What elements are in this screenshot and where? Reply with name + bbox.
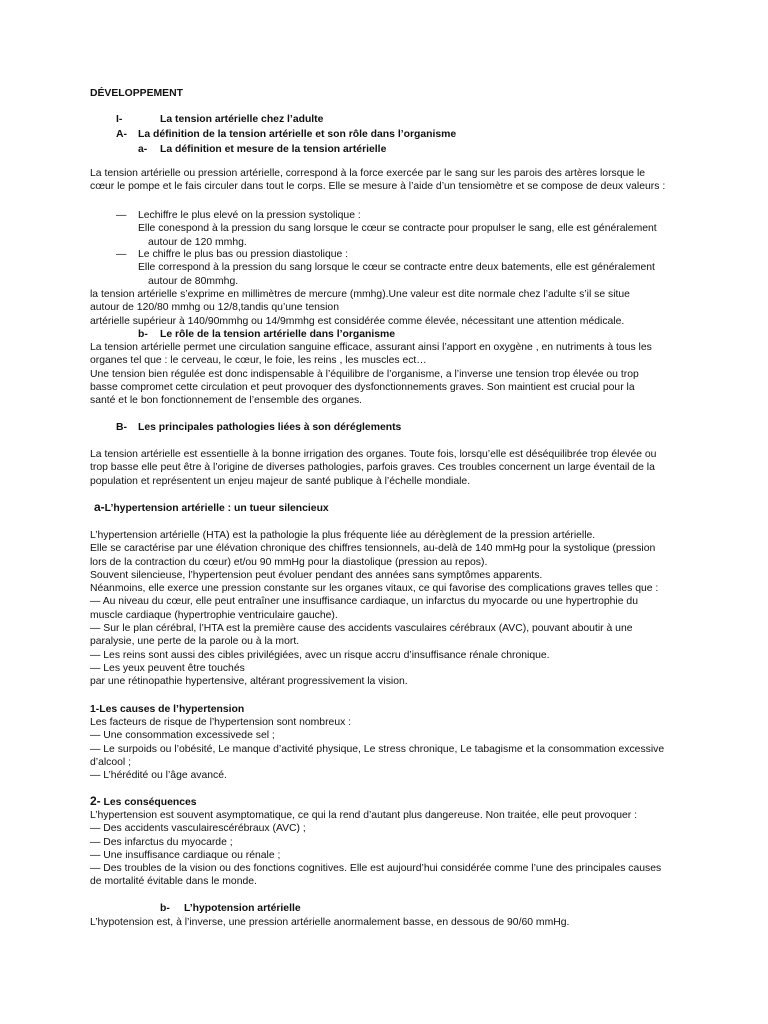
heading-number: 2-	[90, 794, 101, 808]
text-line: — Des accidents vasculairescérébraux (AVC) ;	[90, 823, 306, 835]
subsubsection-number: b-	[138, 329, 148, 340]
text-line: — Une consommation excessivede sel ;	[90, 730, 275, 742]
section-title: La tension artérielle chez l’adulte	[160, 114, 324, 125]
document-title: DÉVELOPPEMENT	[90, 88, 183, 99]
hypotension-paragraph	[90, 916, 690, 929]
text-line: de mortalité évitable dans le monde.	[90, 876, 257, 888]
units-paragraph	[90, 288, 690, 328]
text-line: — Au niveau du cœur, elle peut entraîner une insuffisance cardiaque, un infarctus du myocarde ou une hypertrophie du	[90, 596, 638, 608]
subsubsection-number: b-	[160, 903, 170, 914]
text-line: La tension artérielle est essentielle à la bonne irrigation des organes. Toute fois, lorsqu’elle est déséquilibrée trop élevée ou	[90, 449, 657, 460]
text-line: trop basse elle peut être à l’origine de diverses pathologies, parfois graves. Ces troubles concernent un large éventail de la	[90, 462, 655, 474]
section-number: I-	[116, 114, 123, 125]
subsection-title: La définition de la tension artérielle et son rôle dans l’organisme	[138, 129, 457, 140]
text-line: — Les reins sont aussi des cibles privilégiées, avec un risque accru d’insuffisance rénale chronique.	[90, 649, 550, 661]
text-line: L’hypotension est, à l’inverse, une pression artérielle anormalement basse, en dessous de 90/60 mmHg.	[90, 917, 570, 928]
text-line: Souvent silencieuse, l’hypertension peut évoluer pendant des années sans symptômes apparents.	[90, 569, 543, 581]
subsubsection-title: L’hypotension artérielle	[184, 903, 301, 914]
text-line: lors de la contraction du cœur) et/ou 90 mmHg pour la diastolique (pression au repos).	[90, 556, 488, 568]
bullet-head: Lechiffre le plus elevé on la pression systolique :	[138, 210, 361, 221]
subsubsection-number: a-	[138, 144, 148, 155]
text-line: Une tension bien régulée est donc indispensable à l’équilibre de l’organisme, a l’inverse une tension trop élevée ou trop	[90, 368, 639, 380]
text-line: autour de 120/80 mmhg ou 12/8,tandis qu’une tension	[90, 302, 339, 314]
text-line: — Une insuffisance cardiaque ou rénale ;	[90, 849, 281, 861]
subsection-title: Les principales pathologies liées à son déréglements	[138, 422, 402, 433]
bullet-head: Le chiffre le plus bas ou pression diastolique :	[138, 249, 349, 260]
consequences-paragraph	[90, 809, 690, 889]
subsection-number: A-	[116, 129, 127, 140]
text-line: basse compromet cette circulation et peut provoquer des dysfonctionnements graves. Son maintient est crucial pour la	[90, 381, 635, 393]
text-line: population et représentent un enjeu majeur de santé publique à l’échelle mondiale.	[90, 475, 471, 487]
bullet-body-line: Elle conespond à la pression du sang lorsque le cœur se contracte pour propulser le sang, elle est généralement	[138, 223, 657, 235]
text-line: Les facteurs de risque de l’hypertension sont nombreux :	[90, 717, 352, 728]
causes-heading: 1-Les causes de l’hypertension	[90, 704, 245, 715]
text-line: paralysie, une perte de la parole ou à la mort.	[90, 636, 300, 648]
heading	[94, 501, 329, 515]
text-line: — Des troubles de la vision ou des fonctions cognitives. Elle est aujourd’hui considérée comme l’une des principales causes	[90, 863, 662, 875]
role-paragraph	[90, 341, 690, 407]
text-line: — Les yeux peuvent être touchés	[90, 662, 245, 674]
bullet-item	[138, 248, 678, 288]
heading-number: a-	[94, 500, 105, 514]
bullet-body-line: Elle correspond à la pression du sang lorsque le cœur se contracte entre deux batements, elle est généralement	[138, 262, 655, 274]
text-line: par une rétinopathie hypertensive, altérant progressivement la vision.	[90, 676, 408, 688]
bullet-dash: —	[116, 249, 127, 260]
text-line: Néanmoins, elle exerce une pression constante sur les organes vitaux, ce qui favorise des complications graves telles que :	[90, 583, 659, 595]
heading-text: L’hypertension artérielle : un tueur silencieux	[104, 503, 329, 514]
text-line: — Le surpoids ou l’obésité, Le manque d’activité physique, Le stress chronique, Le tabagisme et la consommation excessive	[90, 743, 665, 755]
text-line: La tension artérielle ou pression artérielle, correspond à la force exercée par le sang sur les parois des artères lorsque le	[90, 168, 646, 179]
text-line: artérielle supérieur à 140/90mmhg ou 14/9mmhg est considérée comme élevée, nécessitant une attention médicale.	[90, 315, 625, 327]
text-line: cœur le pompe et le fais circuler dans tout le corps. Elle se mesure à l’aide d’un tensiomètre et se compose de deux valeurs :	[90, 181, 666, 193]
text-line: — Sur le plan cérébral, l’HTA est la première cause des accidents vasculaires cérébraux (AVC), pouvant aboutir à une	[90, 623, 633, 635]
text-line: la tension artérielle s’exprime en millimètres de mercure (mmhg).Une valeur est dite normale chez l’adulte s’il se situe	[90, 289, 630, 300]
text-line: La tension artérielle permet une circulation sanguine efficace, assurant ainsi l’apport en oxygène , en nutriments à tous les	[90, 342, 652, 353]
intro-paragraph	[90, 167, 690, 194]
text-line: d’alcool ;	[90, 756, 132, 768]
text-line: organes tel que : le cerveau, le cœur, le foie, les reins , les muscles ect…	[90, 355, 427, 367]
text-line: L’hypertension est souvent asymptomatique, ce qui la rend d’autant plus dangereuse. Non traitée, elle peut provoquer :	[90, 810, 638, 821]
text-line: L’hypertension artérielle (HTA) est la pathologie la plus fréquente liée au dérèglement de la pression artérielle.	[90, 530, 596, 541]
bullet-item	[138, 209, 678, 249]
consequences-heading	[90, 795, 197, 809]
bullet-dash: —	[116, 210, 127, 221]
text-line: santé et le bon fonctionnement de l’ensemble des organes.	[90, 395, 363, 407]
subsubsection-title: La définition et mesure de la tension artérielle	[160, 144, 387, 155]
hypertension-paragraph	[90, 529, 690, 689]
pathologies-paragraph	[90, 448, 690, 488]
bullet-body-line: autour de 80mmhg.	[148, 275, 239, 287]
causes-paragraph	[90, 716, 690, 782]
subsubsection-title: Le rôle de la tension artérielle dans l’organisme	[160, 329, 396, 340]
bullet-body-line: autour de 120 mmhg.	[148, 236, 247, 248]
subsection-number: B-	[116, 422, 127, 433]
text-line: — L’hérédité ou l’âge avancé.	[90, 770, 227, 782]
text-line: muscle cardiaque (hypertrophie ventriculaire gauche).	[90, 609, 338, 621]
text-line: Elle se caractérise par une élévation chronique des chiffres tensionnels, au-delà de 140 mmHg pour la systolique (pression	[90, 543, 656, 555]
heading-text: Les conséquences	[100, 797, 197, 808]
text-line: — Des infarctus du myocarde ;	[90, 836, 233, 848]
